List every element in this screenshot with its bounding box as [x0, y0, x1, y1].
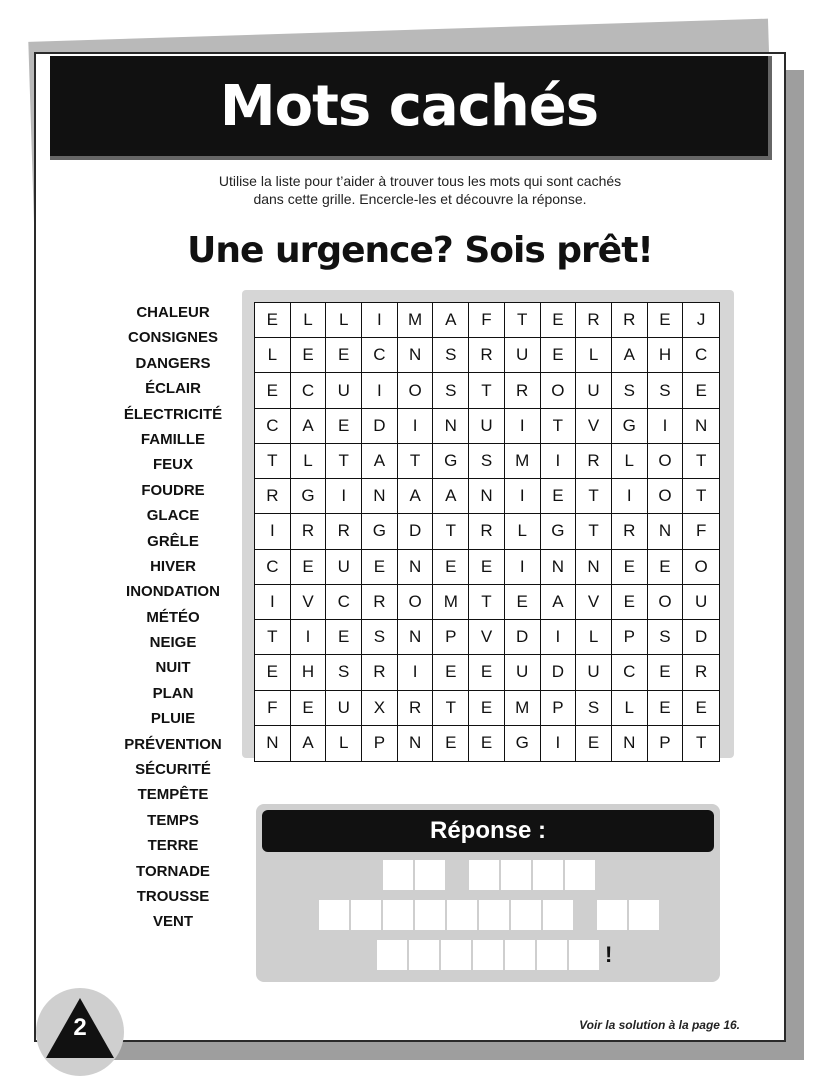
- answer-letter-box[interactable]: [533, 860, 563, 890]
- word-list-item: VENT: [152, 913, 193, 931]
- grid-cell: N: [362, 479, 398, 514]
- grid-cell: R: [469, 338, 505, 373]
- grid-cell: O: [648, 585, 684, 620]
- grid-cell: V: [576, 409, 612, 444]
- answer-letter-box[interactable]: [469, 860, 499, 890]
- grid-cell: N: [398, 338, 434, 373]
- grid-cell: N: [612, 726, 648, 761]
- instructions-line-1: Utilise la liste pour t’aider à trouver tous les mots qui sont cachés: [218, 173, 622, 189]
- grid-cell: E: [433, 726, 469, 761]
- word-list-item: DANGERS: [135, 354, 211, 372]
- grid-cell: C: [326, 585, 362, 620]
- grid-cell: R: [326, 514, 362, 549]
- grid-cell: N: [398, 726, 434, 761]
- grid-cell: E: [541, 303, 577, 338]
- answer-letter-box[interactable]: [383, 900, 413, 930]
- grid-cell: E: [326, 338, 362, 373]
- answer-letter-box[interactable]: [569, 940, 599, 970]
- grid-cell: P: [648, 726, 684, 761]
- grid-cell: L: [255, 338, 291, 373]
- answer-letter-box[interactable]: [629, 900, 659, 930]
- answer-letter-box[interactable]: [377, 940, 407, 970]
- grid-cell: D: [362, 409, 398, 444]
- grid-cell: T: [683, 444, 719, 479]
- grid-cell: E: [469, 691, 505, 726]
- grid-cell: C: [683, 338, 719, 373]
- answer-letter-box[interactable]: [543, 900, 573, 930]
- grid-cell: I: [505, 479, 541, 514]
- grid-cell: R: [505, 373, 541, 408]
- grid-cell: U: [326, 550, 362, 585]
- grid-cell: L: [505, 514, 541, 549]
- grid-cell: I: [326, 479, 362, 514]
- grid-cell: T: [469, 585, 505, 620]
- grid-cell: E: [612, 585, 648, 620]
- instructions: [200, 172, 640, 208]
- grid-cell: G: [291, 479, 327, 514]
- grid-cell: T: [255, 620, 291, 655]
- grid-cell: A: [291, 409, 327, 444]
- grid-cell: R: [291, 514, 327, 549]
- grid-cell: L: [326, 303, 362, 338]
- word-list-item: PLUIE: [150, 710, 196, 728]
- grid-cell: A: [433, 479, 469, 514]
- grid-cell: O: [541, 373, 577, 408]
- grid-cell: S: [433, 373, 469, 408]
- grid-cell: C: [255, 409, 291, 444]
- grid-cell: O: [683, 550, 719, 585]
- grid-cell: R: [362, 655, 398, 690]
- grid-cell: N: [683, 409, 719, 444]
- grid-cell: O: [648, 479, 684, 514]
- grid-cell: S: [576, 691, 612, 726]
- grid-cell: R: [362, 585, 398, 620]
- answer-row: [383, 860, 597, 890]
- answer-header: [262, 810, 714, 852]
- grid-cell: T: [695, 733, 707, 753]
- grid-cell: E: [255, 373, 291, 408]
- grid-cell: I: [255, 514, 291, 549]
- answer-exclamation: !: [605, 942, 613, 967]
- grid-cell: N: [398, 550, 434, 585]
- grid-cell: R: [612, 303, 648, 338]
- grid-cell: I: [541, 444, 577, 479]
- grid-cell: S: [326, 655, 362, 690]
- grid-cell: L: [291, 303, 327, 338]
- answer-letter-box[interactable]: [415, 900, 445, 930]
- grid-cell: G: [362, 514, 398, 549]
- grid-cell: G: [541, 514, 577, 549]
- grid-cell: R: [469, 514, 505, 549]
- answer-letter-box[interactable]: [505, 940, 535, 970]
- grid-cell: I: [505, 409, 541, 444]
- grid-cell: E: [683, 373, 719, 408]
- grid-cell: X: [362, 691, 398, 726]
- solution-note: Voir la solution à la page 16.: [579, 1018, 740, 1032]
- grid-cell: R: [576, 303, 612, 338]
- answer-letter-box[interactable]: [479, 900, 509, 930]
- grid-cell: U: [576, 373, 612, 408]
- grid-cell: T: [576, 514, 612, 549]
- grid-cell: E: [469, 655, 505, 690]
- word-list-item: SÉCURITÉ: [135, 761, 211, 779]
- answer-row: [377, 940, 612, 970]
- grid-cell: N: [576, 550, 612, 585]
- word-list-item: NUIT: [155, 659, 191, 677]
- word-list-item: FOUDRE: [141, 481, 205, 499]
- grid-cell: T: [433, 691, 469, 726]
- grid-cell: I: [612, 479, 648, 514]
- grid-cell: H: [291, 655, 327, 690]
- answer-letter-box[interactable]: [351, 900, 381, 930]
- grid-cell: U: [505, 655, 541, 690]
- word-list: [110, 300, 236, 935]
- grid-cell: T: [683, 479, 719, 514]
- grid-cell: S: [469, 444, 505, 479]
- grid-cell: L: [291, 444, 327, 479]
- grid-cell: A: [433, 303, 469, 338]
- answer-letter-box[interactable]: [537, 940, 567, 970]
- answer-label: Réponse :: [429, 817, 546, 844]
- grid-cell: E: [541, 479, 577, 514]
- grid-cell: T: [505, 303, 541, 338]
- grid-cell: L: [576, 338, 612, 373]
- grid-cell: E: [648, 550, 684, 585]
- grid-cell: S: [612, 373, 648, 408]
- grid-cell: I: [398, 655, 434, 690]
- page-number: 2: [73, 1014, 87, 1041]
- grid-cell: A: [291, 726, 327, 761]
- grid-cell: E: [648, 655, 684, 690]
- grid-cell: E: [648, 691, 684, 726]
- grid-cell: E: [291, 691, 327, 726]
- grid-cell: R: [683, 655, 719, 690]
- grid-cell: U: [505, 338, 541, 373]
- grid-cell: E: [291, 338, 327, 373]
- grid-cell: E: [362, 550, 398, 585]
- grid-cell: I: [398, 409, 434, 444]
- grid-cell: T: [326, 444, 362, 479]
- word-list-item: ÉLECTRICITÉ: [123, 405, 223, 423]
- grid-cell: T: [255, 444, 291, 479]
- word-list-item: MÉTÉO: [146, 608, 200, 626]
- grid-cell: U: [326, 691, 362, 726]
- grid-cell: U: [469, 409, 505, 444]
- word-list-item: INONDATION: [126, 583, 220, 601]
- grid-cell: L: [612, 691, 648, 726]
- grid-cell: N: [469, 479, 505, 514]
- grid-cell: R: [576, 444, 612, 479]
- grid-cell: O: [398, 585, 434, 620]
- grid-cell: U: [326, 373, 362, 408]
- grid-cell: N: [398, 620, 434, 655]
- grid-cell: E: [255, 303, 291, 338]
- grid-cell: G: [505, 726, 541, 761]
- grid-cell: C: [612, 655, 648, 690]
- grid-cell: N: [255, 726, 291, 761]
- word-list-item: HIVER: [150, 557, 196, 575]
- answer-letter-box[interactable]: [511, 900, 541, 930]
- word-list-item: FAMILLE: [140, 430, 206, 448]
- grid-cell: L: [576, 620, 612, 655]
- grid-cell: E: [326, 620, 362, 655]
- grid-cell: M: [433, 585, 469, 620]
- answer-letter-box[interactable]: [383, 860, 413, 890]
- word-list-item: TERRE: [147, 837, 199, 855]
- grid-cell: E: [469, 726, 505, 761]
- grid-cell: F: [469, 303, 505, 338]
- grid-cell: T: [541, 409, 577, 444]
- grid-cell: A: [398, 479, 434, 514]
- grid-cell: P: [541, 691, 577, 726]
- word-list-item: FEUX: [152, 456, 193, 474]
- grid-cell: O: [398, 373, 434, 408]
- grid-cell: D: [683, 620, 719, 655]
- grid-cell: E: [683, 691, 719, 726]
- grid-cell: R: [398, 691, 434, 726]
- grid-cell: P: [612, 620, 648, 655]
- grid-cell: C: [291, 373, 327, 408]
- word-list-item: GLACE: [146, 507, 200, 525]
- grid-cell: U: [576, 655, 612, 690]
- answer-letter-box[interactable]: [565, 860, 595, 890]
- grid-cell: T: [469, 373, 505, 408]
- grid-cell: R: [612, 514, 648, 549]
- grid-cell: I: [362, 303, 398, 338]
- word-list-item: TROUSSE: [136, 887, 210, 905]
- answer-letter-box[interactable]: [415, 860, 445, 890]
- grid-cell: E: [433, 550, 469, 585]
- word-list-item: PLAN: [152, 684, 194, 702]
- grid-cell: I: [362, 373, 398, 408]
- answer-letter-box[interactable]: [447, 900, 477, 930]
- grid-cell: I: [541, 726, 577, 761]
- answer-letter-box[interactable]: [441, 940, 471, 970]
- word-list-item: TEMPÊTE: [137, 786, 209, 804]
- grid-cell: E: [326, 409, 362, 444]
- grid-cell: T: [433, 514, 469, 549]
- grid-cell: S: [433, 338, 469, 373]
- grid-cell: P: [362, 726, 398, 761]
- grid-cell: T: [576, 479, 612, 514]
- word-list-item: TORNADE: [136, 862, 210, 880]
- grid-cell: E: [433, 655, 469, 690]
- grid-cell: V: [576, 585, 612, 620]
- grid-cell: A: [362, 444, 398, 479]
- grid-cell: A: [541, 585, 577, 620]
- grid-cell: R: [255, 479, 291, 514]
- grid-cell: I: [255, 585, 291, 620]
- grid-cell: I: [541, 620, 577, 655]
- grid-cell: M: [398, 303, 434, 338]
- word-search-grid: [254, 302, 720, 762]
- grid-cell: F: [683, 514, 719, 549]
- grid-cell: I: [648, 409, 684, 444]
- grid-cell: E: [255, 655, 291, 690]
- grid-cell: N: [433, 409, 469, 444]
- word-list-item: NEIGE: [149, 634, 197, 652]
- puzzle-subtitle: Une urgence? Sois prêt!: [187, 230, 653, 271]
- grid-cell: A: [612, 338, 648, 373]
- answer-letter-box[interactable]: [319, 900, 349, 930]
- grid-cell: T: [398, 444, 434, 479]
- grid-cell: D: [541, 655, 577, 690]
- grid-cell: D: [398, 514, 434, 549]
- grid-cell: E: [469, 550, 505, 585]
- grid-cell: C: [255, 550, 291, 585]
- grid-cell: S: [648, 373, 684, 408]
- grid-cell: G: [612, 409, 648, 444]
- grid-cell: D: [505, 620, 541, 655]
- grid-cell: S: [648, 620, 684, 655]
- grid-cell: L: [612, 444, 648, 479]
- word-list-item: GRÊLE: [147, 532, 199, 550]
- grid-cell: E: [291, 550, 327, 585]
- grid-cell: N: [648, 514, 684, 549]
- word-list-item: PRÉVENTION: [124, 735, 222, 753]
- grid-cell: E: [648, 303, 684, 338]
- grid-cell: V: [291, 585, 327, 620]
- grid-cell: H: [648, 338, 684, 373]
- grid-cell: N: [541, 550, 577, 585]
- answer-letter-box[interactable]: [473, 940, 503, 970]
- grid-cell: E: [612, 550, 648, 585]
- answer-letter-box[interactable]: [597, 900, 627, 930]
- word-list-item: CHALEUR: [136, 304, 210, 321]
- answer-letter-box[interactable]: [501, 860, 531, 890]
- grid-cell: L: [326, 726, 362, 761]
- grid-cell: I: [505, 550, 541, 585]
- grid-cell: E: [576, 726, 612, 761]
- word-list-item: TEMPS: [147, 811, 199, 829]
- grid-cell: F: [255, 691, 291, 726]
- grid-cell: E: [505, 585, 541, 620]
- grid-cell: E: [541, 338, 577, 373]
- grid-cell: G: [433, 444, 469, 479]
- grid-cell: S: [362, 620, 398, 655]
- page-title: Mots cachés: [219, 73, 599, 139]
- grid-cell: O: [648, 444, 684, 479]
- word-list-item: CONSIGNES: [127, 329, 218, 347]
- title-bar: [50, 56, 772, 160]
- instructions-line-2: dans cette grille. Encercle-les et découvre la réponse.: [253, 191, 587, 207]
- grid-cell: C: [362, 338, 398, 373]
- answer-letter-box[interactable]: [409, 940, 439, 970]
- grid-cell: V: [469, 620, 505, 655]
- grid-cell: M: [505, 444, 541, 479]
- grid-cell: P: [433, 620, 469, 655]
- grid-cell: U: [683, 585, 719, 620]
- grid-cell: J: [683, 303, 719, 338]
- answer-row: [319, 900, 661, 930]
- grid-cell: M: [505, 691, 541, 726]
- grid-cell: I: [291, 620, 327, 655]
- word-list-item: ÉCLAIR: [145, 380, 201, 398]
